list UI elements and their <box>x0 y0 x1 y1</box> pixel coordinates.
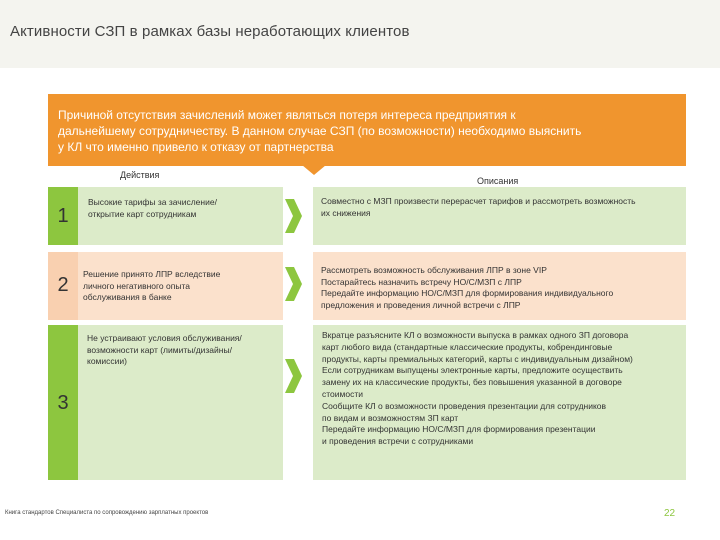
banner-line: у КЛ что именно привело к отказу от партнерства <box>58 140 334 154</box>
description-line: Постарайтесь назначить встречу НО/С/МЗП с ЛПР <box>321 276 522 287</box>
description-line: Сообщите КЛ о возможности проведения презентации для сотрудников <box>322 400 607 411</box>
description-line: замену их на классические продукты, без повышения указанной в договоре <box>322 377 622 388</box>
description-line: предложения и проведения личной встречи с ЛПР <box>321 299 521 310</box>
action-panel <box>78 325 283 480</box>
action-text <box>83 269 220 304</box>
description-text <box>321 265 613 311</box>
row-number: 3 <box>57 392 69 414</box>
description-line: и проведения встречи с сотрудниками <box>322 436 474 447</box>
page-title: Активности СЗП в рамках базы неработающих клиентов <box>10 23 410 40</box>
description-line: Если сотрудникам выпущены электронные карты, предложите осуществить <box>322 365 623 376</box>
chevron-right-icon <box>283 358 303 394</box>
chevron-right-icon <box>283 266 303 302</box>
description-line: Передайте информацию НО/С/МЗП для формирования презентации <box>322 424 596 435</box>
description-text <box>322 330 633 448</box>
description-line: по видам и возможностям ЗП карт <box>322 412 459 423</box>
description-line: стоимости <box>322 388 363 399</box>
description-line: Совместно с МЗП произвести перерасчет тарифов и рассмотреть возможность <box>321 196 636 206</box>
description-line: их снижения <box>321 207 371 218</box>
actions-header: Действия <box>120 170 160 180</box>
action-panel <box>78 187 283 245</box>
row-number: 1 <box>57 205 69 227</box>
action-line: Решение принято ЛПР вследствие <box>83 269 221 279</box>
row-number: 2 <box>57 274 69 296</box>
banner-line: Причиной отсутствия зачислений может являться потеря интереса предприятия к <box>58 108 516 122</box>
row-number-strip <box>48 325 78 480</box>
action-line: комиссии) <box>87 356 127 366</box>
action-text <box>88 197 217 220</box>
descriptions-header: Описания <box>477 176 519 186</box>
row-number-strip <box>48 252 78 320</box>
action-line: Высокие тарифы за зачисление/ <box>88 197 217 207</box>
description-line: карт любого вида (стандартные классические продукты, кобрендинговые <box>322 341 613 352</box>
action-line: обслуживания в банке <box>83 292 172 302</box>
action-line: личного негативного опыта <box>83 280 190 291</box>
action-line: возможности карт (лимиты/дизайны/ <box>87 344 232 355</box>
footer-text: Книга стандартов Специалиста по сопровождению зарплатных проектов <box>5 510 209 516</box>
description-line: Вкратце разъясните КЛ о возможности выпуска в рамках одного ЗП договора <box>322 330 629 340</box>
description-line: продукты, карты премиальных категорий, карты с индивидуальным дизайном) <box>322 353 633 364</box>
description-panel <box>313 187 686 245</box>
action-line: Не устраивают условия обслуживания/ <box>87 333 242 343</box>
description-line: Передайте информацию НО/С/МЗП для формирования индивидуального <box>321 288 614 298</box>
action-line: открытие карт сотрудникам <box>88 208 197 219</box>
banner-pointer <box>302 165 326 175</box>
info-banner <box>48 94 686 166</box>
action-text <box>87 333 242 368</box>
action-panel <box>78 252 283 320</box>
description-panel <box>313 325 686 480</box>
banner-line: дальнейшему сотрудничеству. В данном случае СЗП (по возможности) необходимо выяснить <box>58 124 582 138</box>
description-text <box>321 196 636 219</box>
description-panel <box>313 252 686 320</box>
description-line: Рассмотреть возможность обслуживания ЛПР в зоне VIP <box>321 265 547 275</box>
chevron-right-icon <box>283 198 303 234</box>
row-number-strip <box>48 187 78 245</box>
page-number: 22 <box>664 508 676 519</box>
